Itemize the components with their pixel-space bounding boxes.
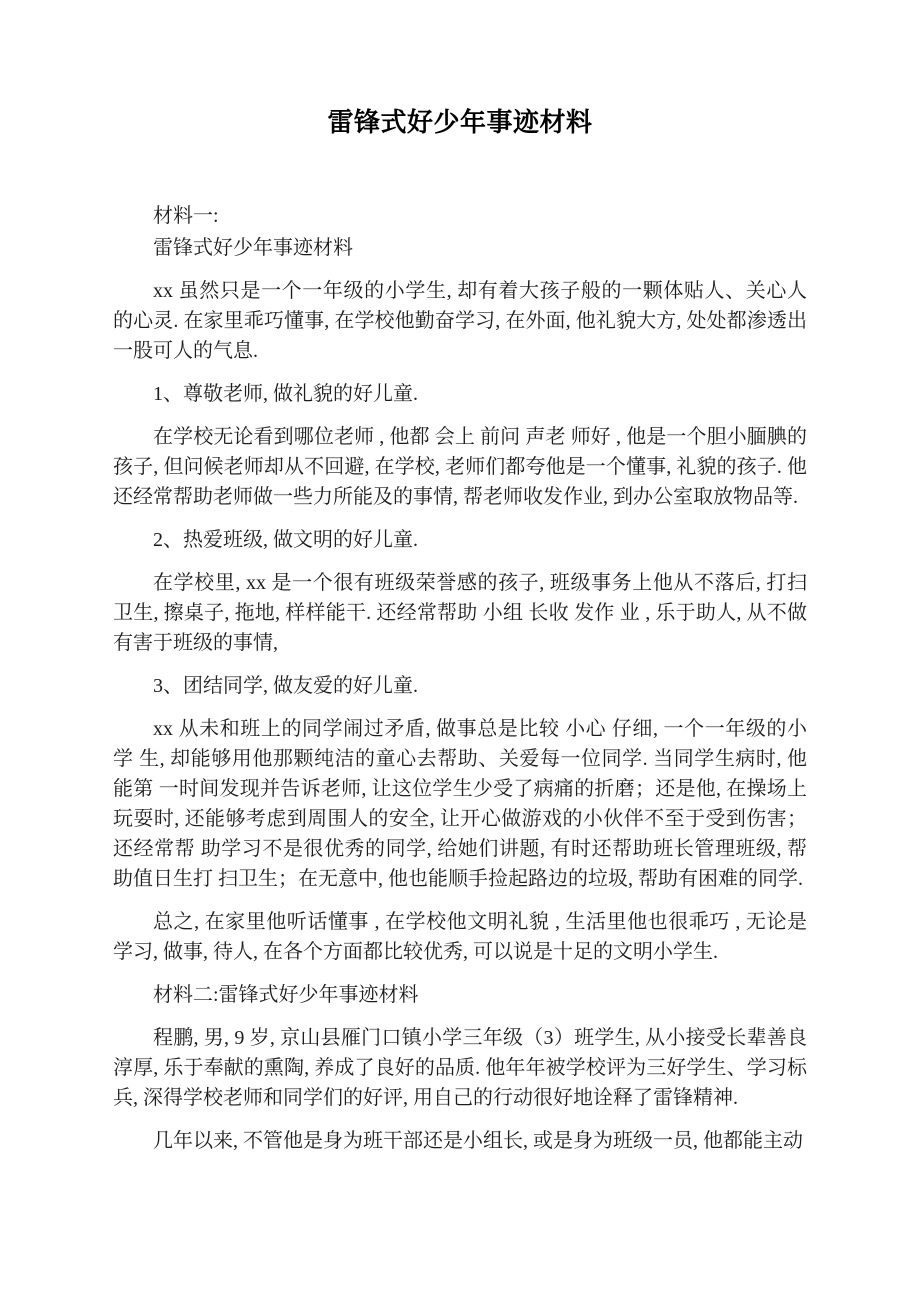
paragraph-subtitle: 雷锋式好少年事迹材料: [153, 237, 353, 259]
paragraph-point-3-heading: 3、团结同学, 做友爱的好儿童.: [153, 675, 418, 697]
paragraph-material-2-label: 材料二:雷锋式好少年事迹材料: [153, 984, 419, 1006]
paragraph-point-1-body: 在学校无论看到哪位老师 , 他都 会上 前问 声老 师好 , 他是一个胆小腼腆的孩子, 但问候老师却从不回避, 在学校, 老师们都夸他是一个懂事, 礼貌的孩子. 他还经常帮助老师做一些力所能及的事情, 帮老师收发作业, 到办公室取放物品等.: [113, 426, 807, 508]
paragraph-point-3-body: xx 从未和班上的同学闹过矛盾, 做事总是比较 小心 仔细, 一个一年级的小学 生, 却能够用他那颗纯洁的童心去帮助、关爱每一位同学. 当同学生病时, 他能第 一时间发现并告诉老师, 让这位学生少受了病痛的折磨；还是他, 在操场上玩耍时, 还能够考虑到周围人的安全, 让开心做游戏的小伙伴不至于受到伤害；还经常帮 助学习不是很优秀的同学, 给她们讲题, 有时还帮助班长管理班级, 帮助值日生打 扫卫生；在无意中, 他也能顺手捡起路边的垃圾, 帮助有困难的同学.: [113, 718, 807, 890]
paragraph-point-2-heading: 2、热爱班级, 做文明的好儿童.: [153, 529, 418, 551]
paragraph-material-1-label: 材料一:: [153, 205, 219, 227]
paragraph-point-2-body: 在学校里, xx 是一个很有班级荣誉感的孩子, 班级事务上他从不落后, 打扫卫生, 擦桌子, 拖地, 样样能干. 还经常帮助 小组 长收 发作 业 , 乐于助人, 从不做有害于班级的事情,: [113, 572, 807, 654]
document-title: 雷锋式好少年事迹材料: [327, 107, 593, 137]
paragraph-point-1-heading: 1、尊敬老师, 做礼貌的好儿童.: [153, 383, 418, 405]
paragraph-material-2-body: 几年以来, 不管他是身为班干部还是小组长, 或是身为班级一员, 他都能主动: [153, 1130, 803, 1152]
paragraph-summary: 总之, 在家里他听话懂事 , 在学校他文明礼貌 , 生活里他也很乖巧 , 无论是学习, 做事, 待人, 在各个方面都比较优秀, 可以说是十足的文明小学生.: [113, 911, 807, 963]
document-body: [113, 201, 807, 1156]
paragraph-intro: xx 虽然只是一个一年级的小学生, 却有着大孩子般的一颗体贴人、关心人的心灵. 在家里乖巧懂事, 在学校他勤奋学习, 在外面, 他礼貌大方, 处处都渗透出一股可人的气息.: [113, 280, 807, 362]
paragraph-material-2-intro: 程鹏, 男, 9 岁, 京山县雁门口镇小学三年级（3）班学生, 从小接受长辈善良淳厚, 乐于奉献的熏陶, 养成了良好的品质. 他年年被学校评为三好学生、学习标兵, 深得学校老师和同学们的好评, 用自己的行动很好地诠释了雷锋精神.: [113, 1027, 807, 1109]
